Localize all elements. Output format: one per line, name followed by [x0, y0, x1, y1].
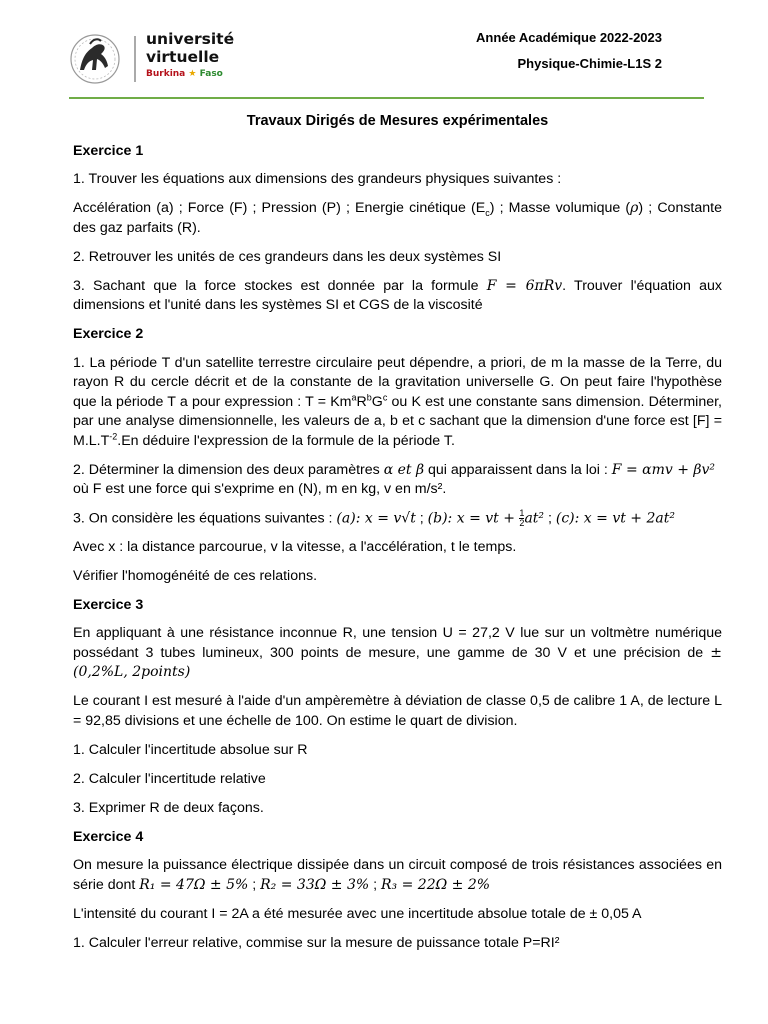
exercise-3-paragraph-2: Le courant I est mesuré à l'aide d'un ampèremètre à déviation de classe 0,5 de calibre 1 A, de lecture L = 92,85 divisions et une échelle de 100. On estime le quart de division. [73, 693, 722, 729]
math-equation-b: (b): x = vt + [427, 509, 520, 526]
document-title: Travaux Dirigés de Mesures expérimentales [246, 113, 549, 129]
text-run: 1. La période T d'un satellite terrestre circulaire peut dépendre, a priori, de m la masse de la Terre, du rayon R du cercle décrit et de la constante de la gravitation universelle G. On peut faire l'hypothèse que la période T a pour expression : T = Km [73, 354, 722, 410]
exercise-4-question-1: 1. Calculer l'erreur relative, commise sur la mesure de puissance totale P=RI² [73, 934, 560, 951]
text-run: qui apparaissent dans la loi : [424, 461, 612, 478]
exercise-4-paragraph-1 [73, 856, 722, 895]
separator: ; [248, 876, 261, 893]
exercise-3-question-2: 2. Calculer l'incertitude relative [73, 770, 266, 787]
exercise-4-heading: Exercice 4 [73, 828, 144, 845]
exercise-2-note: Avec x : la distance parcourue, v la vitesse, a l'accélération, t le temps. [73, 538, 517, 555]
separator: ; [544, 509, 556, 526]
math-r3: R₃ = 22Ω ± 2% [381, 876, 491, 893]
logo-line-1: université [146, 30, 235, 48]
page-header [0, 0, 768, 100]
exercise-1-heading: Exercice 1 [73, 142, 144, 159]
text-run: 2. Déterminer la dimension des deux paramètres [73, 461, 384, 478]
superscript: b [366, 391, 372, 402]
exercise-3-paragraph-1 [73, 624, 722, 683]
logo-country [146, 69, 223, 79]
logo-line-2: virtuelle [146, 48, 220, 66]
text-run: G [371, 393, 383, 410]
text-run: 3. Sachant que la force stockes est donnée par la formule [73, 277, 487, 294]
superscript: a [351, 391, 357, 402]
text-run: 3. On considère les équations suivantes : [73, 509, 337, 526]
math-r1: R₁ = 47Ω ± 5% [139, 876, 249, 893]
text-run: ou K est une constante sans dimension. Déterminer, par une analyse dimensionnelle, les valeurs de a, b et c sachant que la dimension d'une force est [F] = M.L.T [73, 393, 722, 449]
exercise-3-heading: Exercice 3 [73, 596, 144, 613]
exercise-2-verify: Vérifier l'homogénéité de ces relations. [73, 567, 318, 584]
text-run: ) ; Masse volumique ( [489, 200, 631, 216]
academic-year: Année Académique 2022-2023 [476, 30, 662, 45]
exercise-1-question-2: 2. Retrouver les unités de ces grandeurs dans les deux systèmes SI [73, 248, 502, 265]
header-info [476, 30, 662, 82]
course-name: Physique-Chimie-L1S 2 [517, 56, 662, 71]
exercise-2-question-3 [73, 509, 722, 529]
logo-country-burkina: Burkina [146, 69, 186, 79]
math-equation-a: (a): x = v√t [336, 509, 416, 526]
exercise-1-question-1: 1. Trouver les équations aux dimensions des grandeurs physiques suivantes : [73, 171, 562, 187]
math-law: F = αmv + βv² [611, 461, 716, 478]
exercise-1-question-3 [73, 277, 722, 316]
subscript: c [485, 207, 490, 218]
text-run: .En déduire l'expression de la formule de la période T. [117, 432, 455, 449]
exercise-2-question-2 [73, 461, 722, 500]
exercise-1-quantities [73, 199, 722, 238]
exercise-2-question-1 [73, 354, 722, 452]
math-equation-b-end: at² [524, 509, 545, 526]
separator: ; [369, 876, 381, 893]
header-divider [69, 97, 704, 99]
exercise-2-heading: Exercice 2 [73, 326, 144, 342]
fraction-denominator: 2 [519, 517, 525, 528]
exercise-3-question-1: 1. Calculer l'incertitude absolue sur R [73, 741, 308, 758]
logo-wordmark [146, 30, 234, 66]
math-equation-c: (c): x = vt + 2at² [555, 509, 675, 526]
math-rho: ρ [630, 200, 639, 216]
exercise-3-question-3: 3. Exprimer R de deux façons. [73, 799, 264, 816]
text-run: R [356, 393, 367, 410]
text-run: ) ; Constante des gaz parfaits (R). [73, 200, 722, 236]
document-body [73, 112, 722, 963]
math-params: α et β [383, 461, 425, 478]
math-precision: ±(0,2%L, 2points) [73, 644, 722, 681]
superscript: -2 [109, 430, 118, 441]
math-r2: R₂ = 33Ω ± 3% [260, 876, 370, 893]
text-run: En appliquant à une résistance inconnue R, une tension U = 27,2 V lue sur un voltmètre numérique possédant 3 tubes lumineux, 300 points de mesure, une gamme de 30 V et une précision de [73, 625, 722, 661]
logo-country-faso: Faso [199, 69, 223, 79]
fraction-numerator: 1 [519, 507, 525, 518]
text-run: On mesure la puissance électrique dissipée dans un circuit composé de trois résistances associées en série dont [73, 857, 722, 893]
separator: ; [415, 509, 428, 526]
text-run: où F est une force qui s'exprime en (N), m en kg, v en m/s². [73, 481, 447, 497]
math-stokes-formula: F = 6πRv [486, 277, 563, 294]
text-run: Accélération (a) ; Force (F) ; Pression (P) ; Energie cinétique (E [73, 200, 486, 216]
star-icon: ★ [188, 69, 197, 79]
exercise-4-paragraph-2: L'intensité du courant I = 2A a été mesurée avec une incertitude absolue totale de ± 0,05 A [73, 905, 642, 922]
superscript: c [382, 391, 388, 402]
text-run: . Trouver l'équation aux dimensions et l'unité dans les systèmes SI et CGS de la viscosité [73, 277, 723, 313]
